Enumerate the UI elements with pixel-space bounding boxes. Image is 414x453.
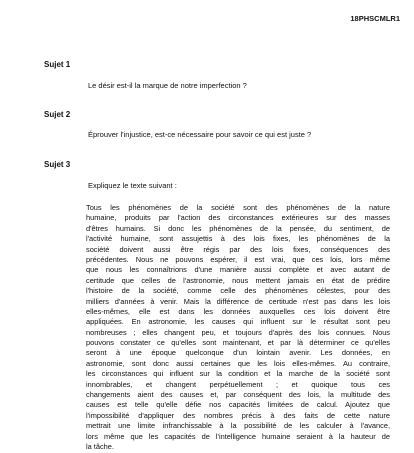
passage-line: Tous les phénomènes de la société sont des phénomènes de la nature bbox=[86, 203, 390, 212]
subject-3-instruction: Expliquez le texte suivant : bbox=[88, 181, 177, 190]
passage-line: astronomie, sont donc aussi certaines que les lois elles-mêmes. Au contraire, bbox=[86, 358, 390, 368]
passage-line: humaine, produits par l'action des circonstances extérieures sur des masses bbox=[86, 213, 390, 223]
passage-line: la tâche. bbox=[86, 441, 114, 451]
subject-2-question: Éprouver l'injustice, est-ce nécessaire pour savoir ce qui est juste ? bbox=[88, 130, 312, 139]
passage-line: mettrait une limite infranchissable à la possibilité de les calculer à l'avance, bbox=[86, 421, 390, 431]
subject-1-title: Sujet 1 bbox=[44, 60, 71, 69]
subject-3-title: Sujet 3 bbox=[44, 160, 71, 169]
passage-line: lors même que les capacités de l'intelligence humaine seraient à la hauteur de bbox=[86, 431, 390, 441]
passage-line: appliquées. En astronomie, les causes qui influent sur le résultat sont peu bbox=[86, 317, 390, 327]
passage-line: société doivent aussi être régis par des lois fixes, conséquences des bbox=[86, 244, 390, 254]
passage-line: l'histoire de la société, comme celle des phénomènes célestes, pour des bbox=[86, 286, 390, 296]
passage-line: d'êtres humains. Si donc les phénomènes de la pensée, du sentiment, de bbox=[86, 223, 390, 233]
passage-line: que nous les connaîtrions d'une manière aussi complète et avec autant de bbox=[86, 265, 390, 275]
passage-line: précédentes. Nous ne pouvons espérer, il est vrai, que ces lois, lors même bbox=[86, 254, 390, 264]
passage-line: l'impossibilité d'appliquer des nombres précis à des faits de cette nature bbox=[86, 410, 390, 420]
passage-line: l'activité humaine, sont assujettis à des lois fixes, les phénomènes de la bbox=[86, 234, 390, 244]
passage-line: seront à une époque quelconque d'un lointain avenir. Les données, en bbox=[86, 348, 390, 358]
passage-line: causes est telle qu'elle défie nos capacités limitées de calcul. Ajoutez que bbox=[86, 400, 390, 410]
passage-line: changements aient des causes et, par conséquent des lois, la multitude des bbox=[86, 390, 390, 400]
passage-line: elles-mêmes, elle est dans les données auxquelles ces lois doivent être bbox=[86, 306, 390, 316]
passage-line: milliers d'années à venir. Mais la différence de certitude n'est pas dans les lois bbox=[86, 296, 390, 306]
passage-line: pouvons constater ce qu'elles sont maintenant, et par là déterminer ce qu'elles bbox=[86, 338, 390, 348]
passage-line: nombreuses ; elles changent peu, et toujours d'après des lois connues. Nous bbox=[86, 327, 390, 337]
passage-line: innombrables, et changent perpétuellement ; et quoique tous ces bbox=[86, 379, 390, 389]
passage-line: certitude que celles de l'astronomie, nous mettent jamais en état de prédire bbox=[86, 275, 390, 285]
subject-1-question: Le désir est-il la marque de notre imperfection ? bbox=[88, 81, 247, 90]
document-code: 18PHSCMLR1 bbox=[350, 14, 400, 23]
passage-line: les circonstances qui influent sur la condition et la marche de la société sont bbox=[86, 369, 390, 379]
subject-2-title: Sujet 2 bbox=[44, 110, 71, 119]
text-passage bbox=[86, 203, 390, 452]
